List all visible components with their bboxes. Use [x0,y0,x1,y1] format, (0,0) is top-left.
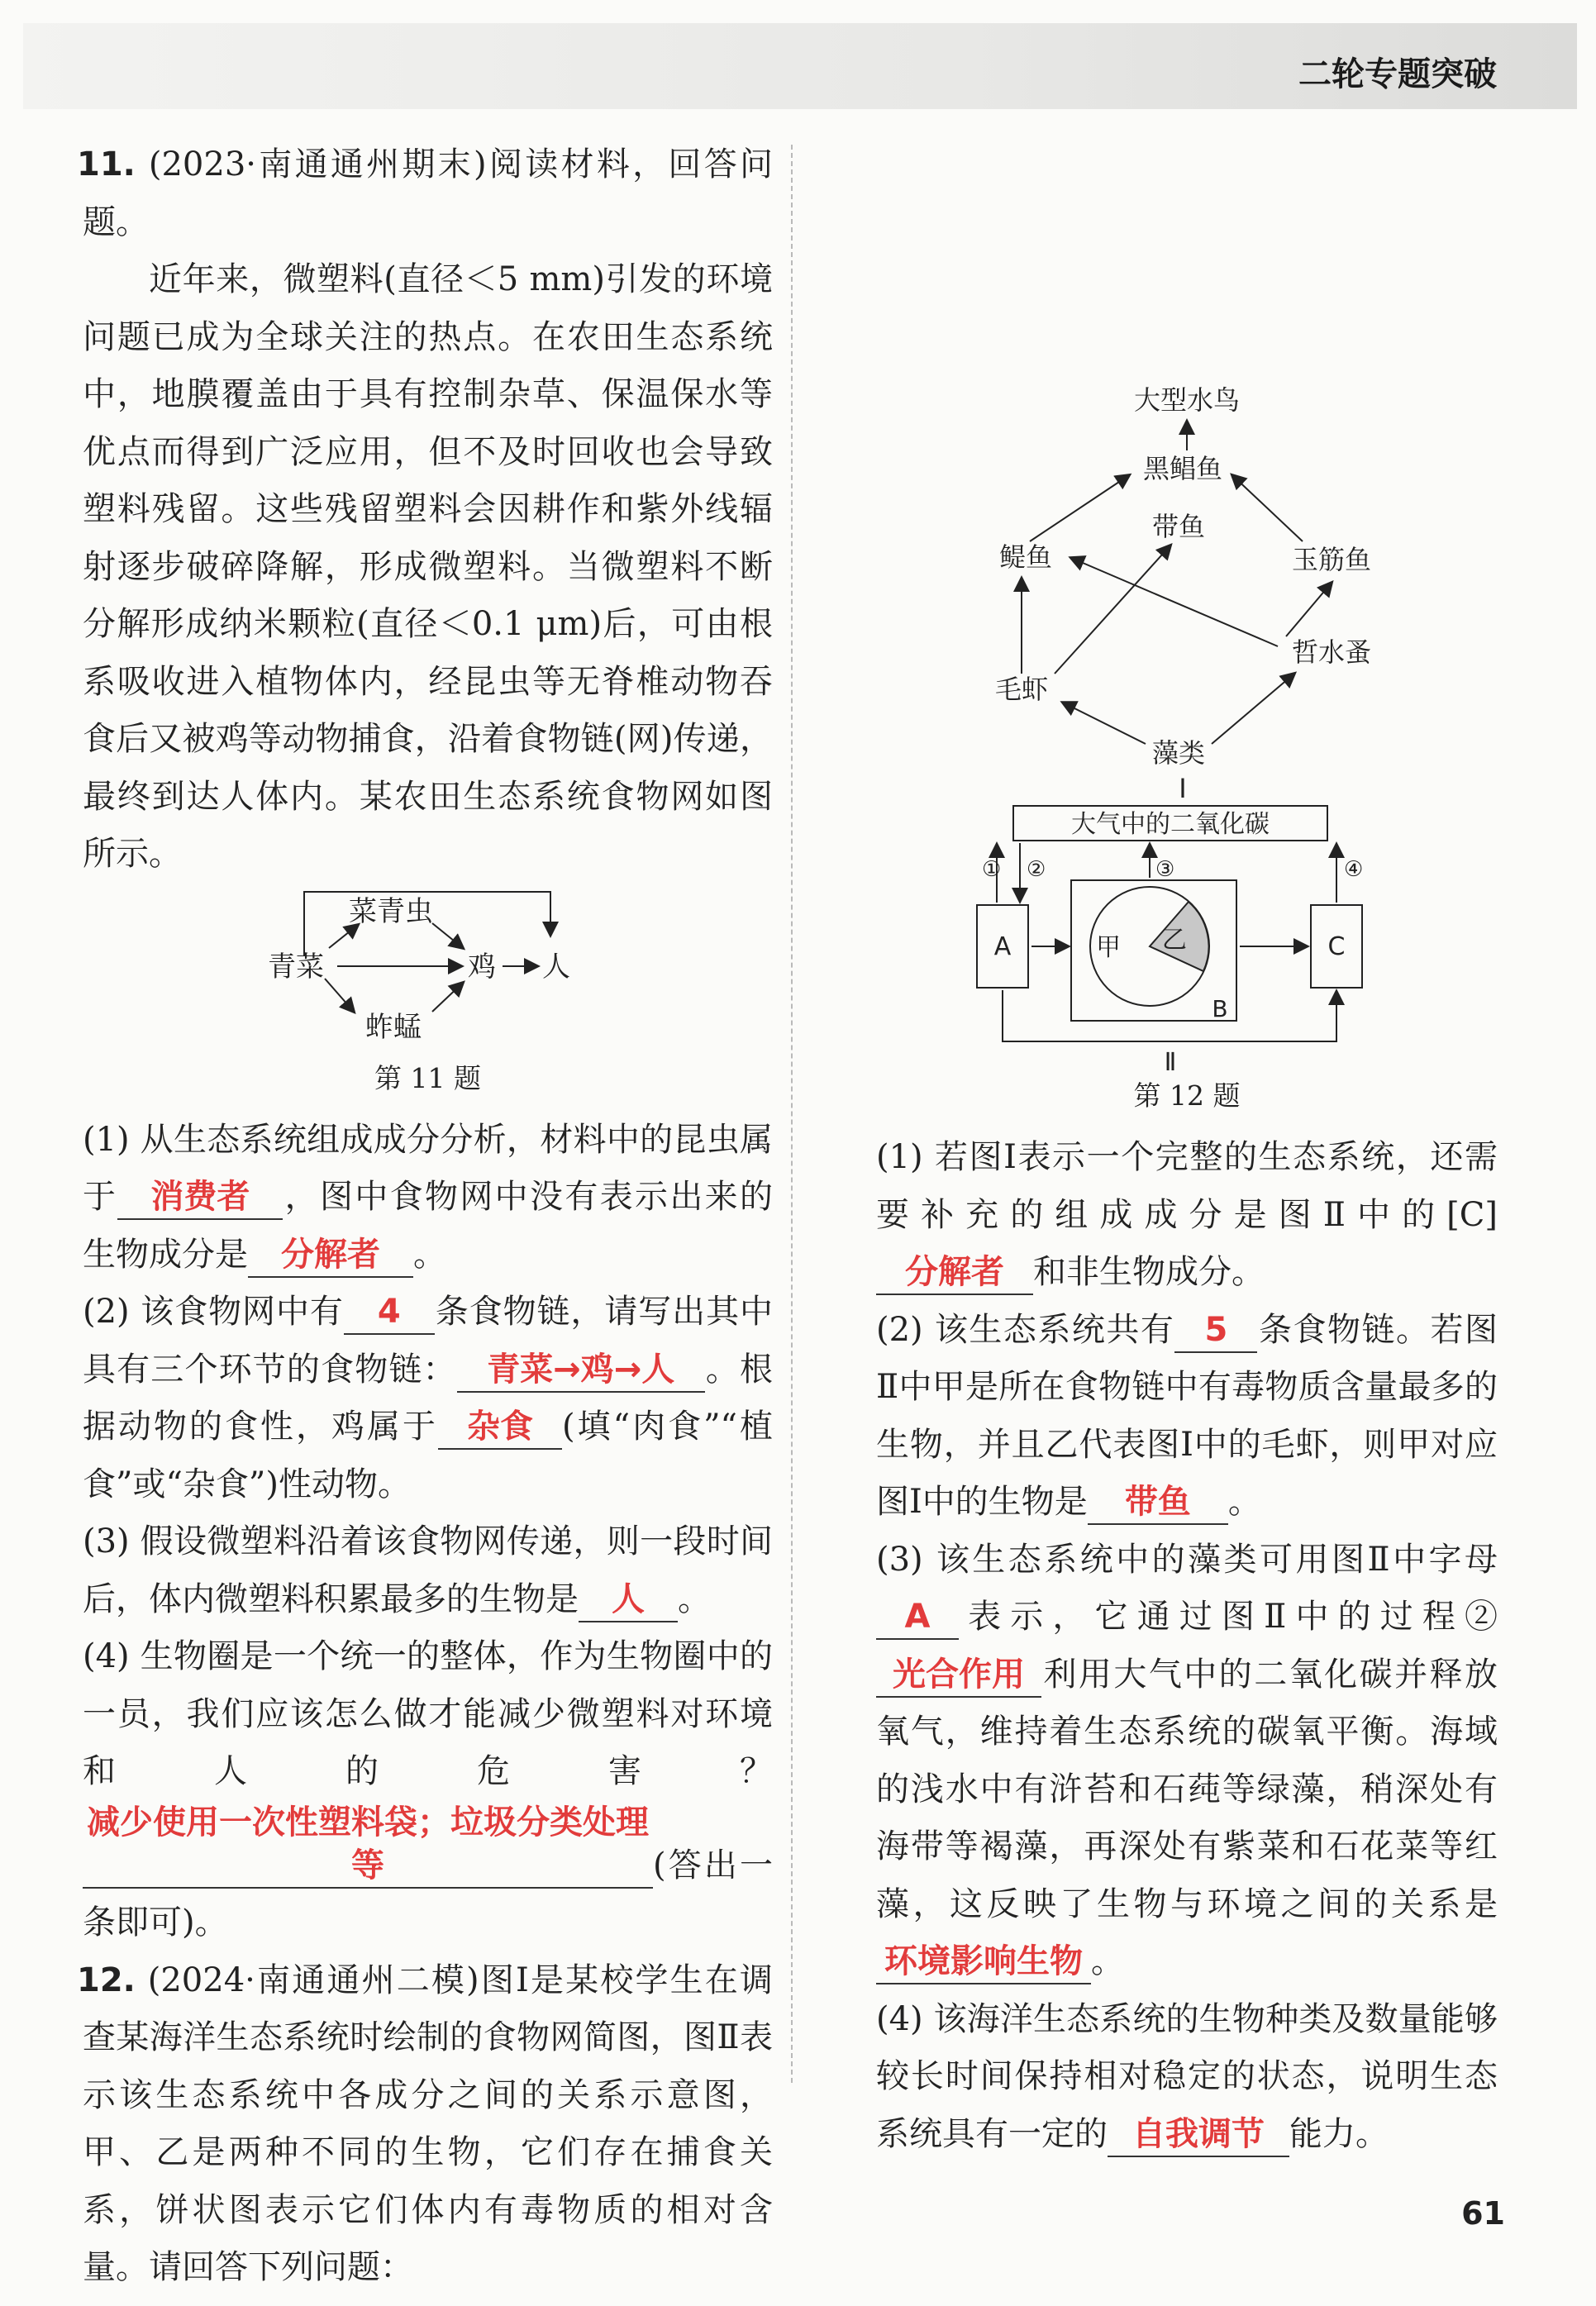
q12-intro-text: (2024·南通通州二模)图Ⅰ是某校学生在调查某海洋生态系统时绘制的食物网简图，图Ⅱ表示该生态系统中各成分之间的关系示意图，甲、乙是两种不同的生物，它们存在捕食关系，饼状图表示它们体内有毒物质的相对含量。请回答下列问题： [83,1961,773,2286]
q12-part4: (4) 该海洋生态系统的生物种类及数量能够较长时间保持相对稳定的状态，说明生态系统具有一定的 自我调节 能力。 [876,1991,1498,2164]
pie-yi: 乙 [1162,926,1187,955]
marker-3: ③ [1155,857,1175,882]
q11-caption: 第 11 题 [374,1061,481,1094]
node-C: C [1327,932,1346,961]
answer-blank: 消费者 [117,1175,283,1220]
marker-2: ② [1027,857,1046,882]
q11-part1: (1) 从生态系统组成成分分析，材料中的昆虫属于 消费者 ，图中食物网中没有表示出来的生物成分是 分解者 。 [83,1112,773,1284]
node-algae: 藻类 [1151,737,1206,769]
answer-blank: 自我调节 [1108,2113,1289,2157]
node-blackfish: 黑鲳鱼 [1142,453,1223,484]
node-shrimp: 毛虾 [994,674,1049,705]
answer-blank: 光合作用 [876,1653,1041,1698]
node-anchovy: 鳀鱼 [998,541,1053,573]
node-cabbage: 青菜 [267,950,324,984]
node-jellyfish: 哲水蚤 [1291,636,1372,668]
figure-label-II: Ⅱ [1164,1048,1177,1074]
answer-blank: 人 [579,1578,678,1622]
q11-number: 11. [77,145,136,183]
q11-intro-text: (2023·南通通州期末)阅读材料，回答问题。 [83,145,773,241]
q11-part3: (3) 假设微塑料沿着该食物网传递，则一段时间后，体内微塑料积累最多的生物是 人 。 [83,1513,773,1628]
answer-blank: 分解者 [876,1251,1033,1295]
answer-blank: 4 [344,1290,435,1335]
node-grasshopper: 蚱蜢 [364,1010,422,1044]
q11-material: 近年来，微塑料(直径＜5 mm)引发的环境问题已成为全球关注的热点。在农田生态系统中，地膜覆盖由于具有控制杂草、保温保水等优点而得到广泛应用，但不及时回收也会导致塑料残留。这些残留塑料会因耕作和紫外线辐射逐步破碎降解，形成微塑料。当微塑料不断分解形成纳米颗粒(直径＜0.1 μm)后，可由根系吸收进入植物体内，经昆虫等无脊椎动物吞食后又被鸡等动物捕食，沿着食物链(网)传递，最终到达人体内。某农田生态系统食物网如图所示。 [83,260,773,873]
answer-blank: 环境影响生物 [876,1940,1091,1984]
node-caterpillar: 菜青虫 [348,894,433,928]
q12-part1: (1) 若图Ⅰ表示一个完整的生态系统，还需要补充的组成成分是图Ⅱ中的[C]分解者 和非生物成分。 [876,1129,1498,1302]
right-column [876,380,1498,2163]
node-A: A [993,932,1012,961]
header-title: 二轮专题突破 [1298,55,1497,93]
answer-blank: 杂食 [438,1405,562,1450]
answer-blank: 带鱼 [1088,1480,1228,1525]
answer-blank: 减少使用一次性塑料袋；垃圾分类处理等 [83,1801,653,1889]
node-human: 人 [541,950,570,984]
q11-part4: (4) 生物圈是一个统一的整体，作为生物圈中的一员，我们应该怎么做才能减少微塑料对环境和人的危害？减少使用一次性塑料袋；垃圾分类处理等 (答出一条即可)。 [83,1637,773,1942]
marker-4: ④ [1344,857,1364,882]
q11-food-web-figure [255,884,602,1057]
q11-intro [77,136,773,251]
node-beltfish: 带鱼 [1151,511,1206,542]
answer-blank: 分解者 [248,1233,413,1278]
marker-1: ① [982,857,1002,882]
q12-food-web-figure [972,380,1402,802]
q11-part2: (2) 该食物网中有 4 条食物链，请写出其中具有三个环节的食物链： 青菜→鸡→人 。根据动物的食性，鸡属于 杂食 (填“肉食”“植食”或“杂食”)性动物。 [83,1284,773,1513]
answer-blank: 5 [1174,1308,1257,1353]
carbon-box: 大气中的二氧化碳 [1071,810,1270,839]
q12-part3: (3) 该生态系统中的藻类可用图Ⅱ中字母A 表示，它通过图Ⅱ中的过程②光合作用 利用大气中的二氧化碳并释放氧气，维持着生态系统的碳氧平衡。海域的浅水中有浒苔和石莼等绿藻，稍深处有海带等褐藻，再深处有紫菜和石花菜等红藻，这反映了生物与环境之间的关系是环境影响生物 。 [876,1532,1498,1991]
answer-blank: 青菜→鸡→人 [457,1348,705,1393]
page-number: 61 [1461,2195,1505,2232]
pie-jia: 甲 [1096,933,1121,962]
node-chicken: 鸡 [467,950,496,984]
q12-number: 12. [77,1961,136,1999]
node-croaker: 玉筋鱼 [1291,544,1372,575]
left-column [77,136,774,2297]
q12-carbon-cycle-figure [972,802,1402,1074]
q12-intro [77,1952,773,2297]
q12-caption: 第 12 题 [1133,1079,1241,1112]
node-bird: 大型水鸟 [1133,384,1241,416]
figure-label-I: Ⅰ [1179,773,1187,802]
q12-part2: (2) 该生态系统共有 5 条食物链。若图Ⅱ中甲是所在食物链中有毒物质含量最多的生物，并且乙代表图Ⅰ中的毛虾，则甲对应图Ⅰ中的生物是 带鱼 。 [876,1302,1498,1532]
column-divider [791,145,793,2083]
node-B: B [1212,995,1228,1022]
answer-blank: A [876,1595,959,1640]
